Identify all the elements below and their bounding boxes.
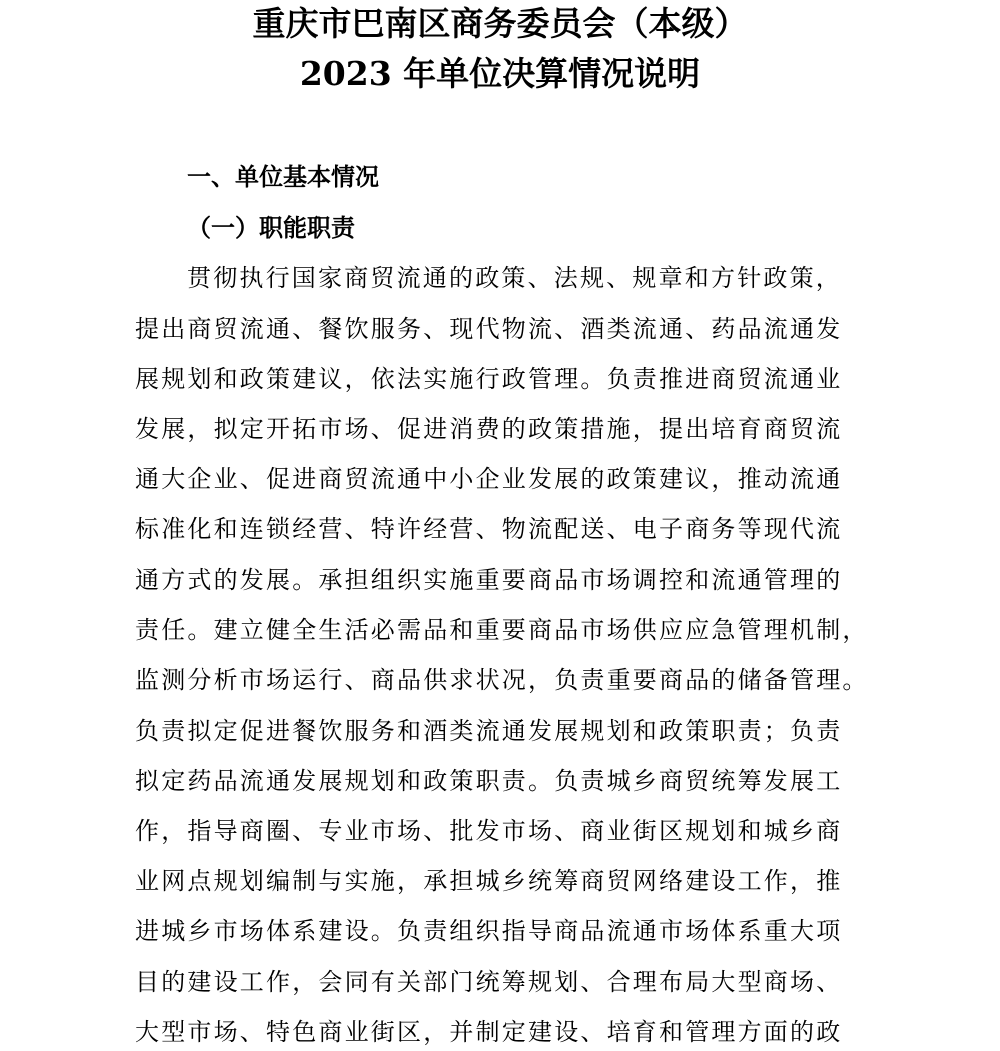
body-line: 展规划和政策建议，依法实施行政管理。负责推进商贸流通业 [135, 365, 843, 393]
body-line: 通方式的发展。承担组织实施重要商品市场调控和流通管理的 [135, 566, 843, 594]
body-line: 作，指导商圈、专业市场、批发市场、商业街区规划和城乡商 [135, 817, 843, 845]
body-line: 监测分析市场运行、商品供求状况，负责重要商品的储备管理。 [135, 666, 869, 694]
body-line: 大型市场、特色商业街区，并制定建设、培育和管理方面的政 [135, 1018, 843, 1046]
body-line: 标准化和连锁经营、特许经营、物流配送、电子商务等现代流 [135, 515, 843, 543]
body-line: 目的建设工作，会同有关部门统筹规划、合理布局大型商场、 [135, 968, 843, 996]
subsection-heading: （一）职能职责 [187, 213, 355, 242]
body-line: 提出商贸流通、餐饮服务、现代物流、酒类流通、药品流通发 [135, 315, 843, 343]
body-line: 发展，拟定开拓市场、促进消费的政策措施，提出培育商贸流 [135, 415, 843, 443]
body-line: 责任。建立健全生活必需品和重要商品市场供应应急管理机制， [135, 616, 869, 644]
section-heading: 一、单位基本情况 [187, 163, 379, 191]
body-line: 业网点规划编制与实施，承担城乡统筹商贸网络建设工作，推 [135, 867, 843, 895]
body-line: 进城乡市场体系建设。负责组织指导商品流通市场体系重大项 [135, 917, 843, 945]
body-line: 贯彻执行国家商贸流通的政策、法规、规章和方针政策， [187, 264, 842, 292]
document-title-line-1: 重庆市巴南区商务委员会（本级） [252, 4, 748, 43]
body-line: 负责拟定促进餐饮服务和酒类流通发展规划和政策职责；负责 [135, 717, 843, 745]
document-title-line-2: 2023 年单位决算情况说明 [299, 54, 701, 93]
body-line: 拟定药品流通发展规划和政策职责。负责城乡商贸统筹发展工 [135, 767, 843, 795]
body-line: 通大企业、促进商贸流通中小企业发展的政策建议，推动流通 [135, 465, 843, 493]
